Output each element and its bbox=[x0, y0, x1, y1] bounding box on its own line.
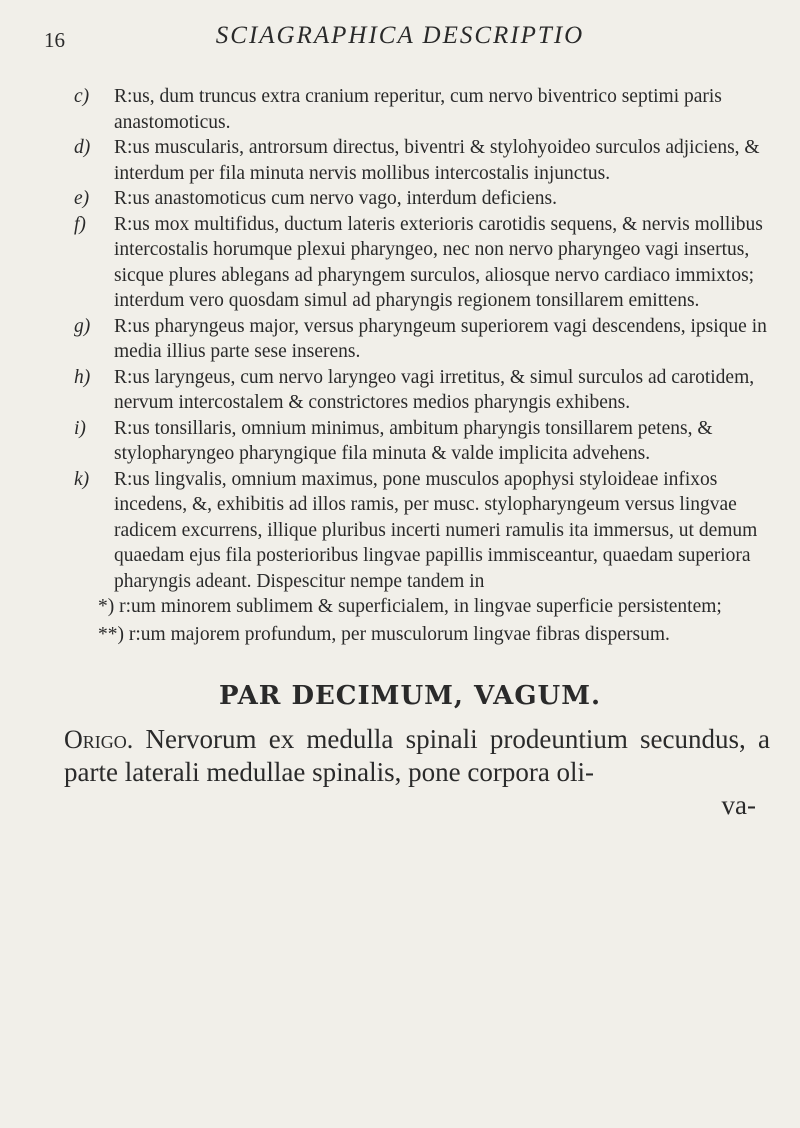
catchword: va- bbox=[721, 790, 756, 820]
item-label: c) bbox=[74, 86, 90, 107]
item-text: R:us muscularis, antrorsum directus, biventri & stylohyoideo surculos adjiciens, & interdum per fila minuta nervis mollibus intercostalis injunctus. bbox=[114, 137, 760, 184]
section-body bbox=[50, 723, 770, 789]
list-item bbox=[50, 135, 770, 186]
item-text: R:us laryngeus, cum nervo laryngeo vagi irretitus, & simul surculos ad carotidem, nervum intercostalem & constrictores medios pharyngis exhibens. bbox=[114, 366, 755, 413]
catchword-line bbox=[50, 789, 770, 822]
item-text: R:us tonsillaris, omnium minimus, ambitum pharyngis tonsillarem petens, & stylopharyngeo pharyngique fila minuta & valde implicita advehens. bbox=[114, 417, 713, 464]
sub-item bbox=[50, 594, 770, 620]
page-content bbox=[50, 84, 770, 822]
list-item bbox=[50, 186, 770, 212]
item-text: R:us lingvalis, omnium maximus, pone musculos apophysi styloideae infixos incedens, &, exhibitis ad illos ramis, per musc. stylopharyngeum versus lingvae radicem excurrens, illique pluribus incerti numeri ramulis ita immersus, ut demum quaedam ejus fila posterioribus lingvae papillis immisceantur, quaedam superiora pharyngis adeant. Dispescitur nempe tandem in bbox=[114, 468, 758, 592]
sub-item-mark: **) bbox=[98, 623, 124, 645]
list-item bbox=[50, 84, 770, 135]
sub-item-text: r:um minorem sublimem & superficialem, in lingvae superficie persistentem; bbox=[119, 596, 722, 617]
item-text: R:us pharyngeus major, versus pharyngeum superiorem vagi descendens, ipsique in media illius parte sese inserens. bbox=[114, 315, 767, 362]
list-item bbox=[50, 416, 770, 467]
list-item bbox=[50, 314, 770, 365]
item-label: h) bbox=[74, 366, 91, 388]
item-text: R:us, dum truncus extra cranium reperitur, cum nervo biventrico septimi paris anastomoticus. bbox=[114, 86, 722, 133]
page-number: 16 bbox=[44, 28, 65, 52]
item-text: R:us anastomoticus cum nervo vago, interdum deficiens. bbox=[114, 188, 557, 209]
section-heading: PAR DECIMUM, VAGUM. bbox=[218, 681, 602, 711]
sub-item-text: r:um majorem profundum, per musculorum lingvae fibras dispersum. bbox=[128, 623, 670, 645]
list-item bbox=[50, 467, 770, 595]
item-label: k) bbox=[74, 468, 90, 490]
item-label: i) bbox=[74, 417, 86, 439]
origo-text: Nervorum ex medulla spinali prodeuntium secundus, a parte laterali medullae spinalis, pone corpora oli- bbox=[64, 724, 770, 787]
item-label: d) bbox=[74, 137, 91, 158]
list-item bbox=[50, 212, 770, 314]
item-label: g) bbox=[74, 315, 91, 337]
item-label: e) bbox=[74, 188, 90, 209]
origo-label: Origo. bbox=[64, 725, 134, 754]
item-text: R:us mox multifidus, ductum lateris exterioris carotidis sequens, & nervis mollibus intercostalis horumque plexui pharyngeo, nec non nervo pharyngeo vagi insertus, sicque plures ablegans ad pharyngem surculos, aliosque nervo cardiaco immixtos; interdum vero quosdam simul ad pharyngis regionem tonsillarem emittens. bbox=[114, 213, 763, 311]
running-title: SCIAGRAPHICA DESCRIPTIO bbox=[215, 22, 585, 49]
sub-item-mark: *) bbox=[98, 596, 115, 617]
sub-item bbox=[50, 622, 770, 648]
item-label: f) bbox=[74, 213, 86, 235]
list-item bbox=[50, 365, 770, 416]
